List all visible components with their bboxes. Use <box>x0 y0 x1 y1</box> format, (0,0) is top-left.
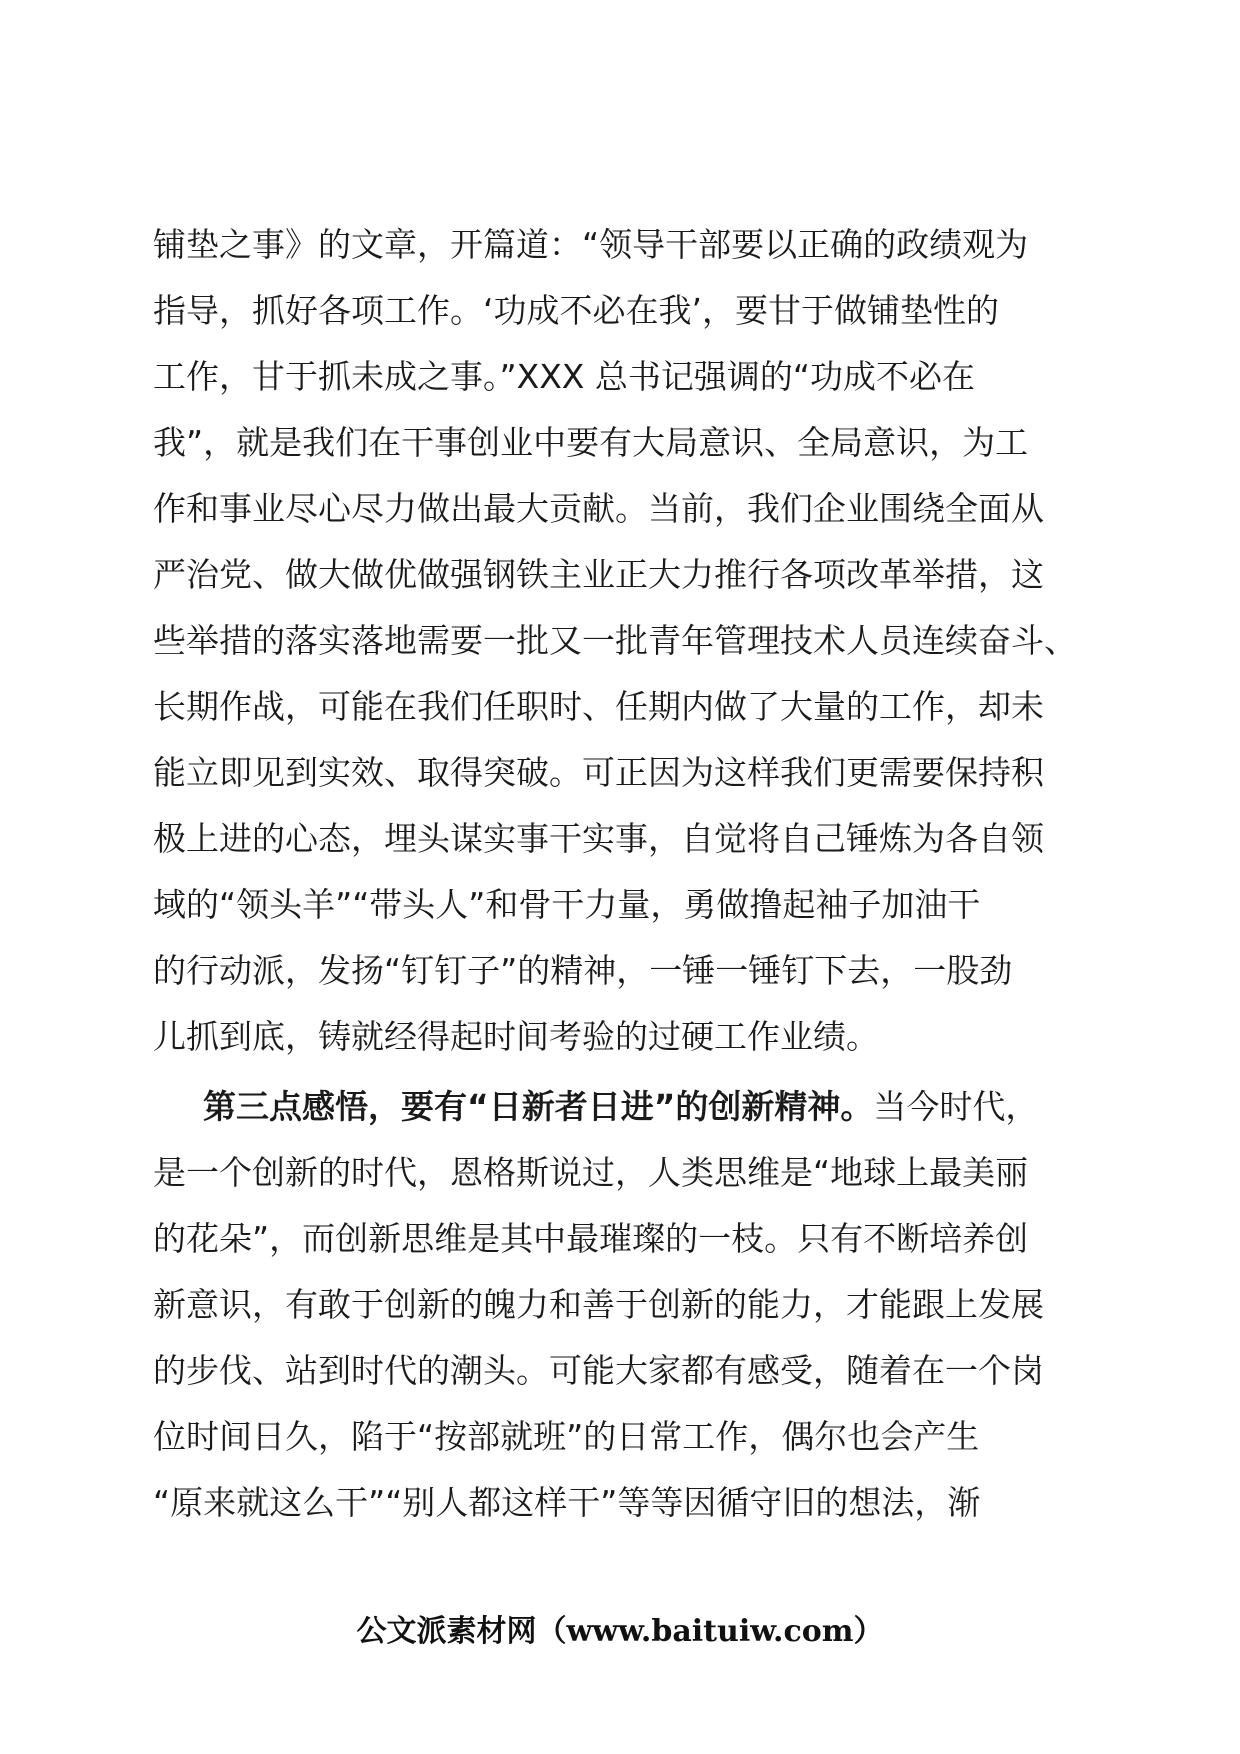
text-line: 些举措的落实落地需要一批又一批青年管理技术人员连续奋斗、 <box>153 621 1077 660</box>
text-line: 的步伐、站到时代的潮头。可能大家都有感受，随着在一个岗 <box>153 1351 1044 1390</box>
text-line: 儿抓到底，铸就经得起时间考验的过硬工作业绩。 <box>153 1017 879 1056</box>
text-line: 新意识，有敢于创新的魄力和善于创新的能力，才能跟上发展 <box>153 1285 1044 1324</box>
text-line: 的花朵”，而创新思维是其中最璀璨的一枝。只有不断培养创 <box>153 1219 1029 1258</box>
document-body <box>153 212 1077 1536</box>
text-line: 严治党、做大做优做强钢铁主业正大力推行各项改革举措，这 <box>153 555 1044 594</box>
text-line: 工作，甘于抓未成之事。”XXX 总书记强调的“功成不必在 <box>153 357 976 396</box>
text-line: 能立即见到实效、取得突破。可正因为这样我们更需要保持积 <box>153 753 1044 792</box>
section-heading: 第三点感悟，要有“日新者日进”的创新精神。 <box>203 1087 874 1126</box>
text-line: 是一个创新的时代，恩格斯说过，人类思维是“地球上最美丽 <box>153 1153 1029 1192</box>
text-line: 铺垫之事》的文章，开篇道：“领导干部要以正确的政绩观为 <box>153 225 1029 264</box>
text-line: 长期作战，可能在我们任职时、任期内做了大量的工作，却未 <box>153 687 1044 726</box>
text-run: 当今时代， <box>873 1087 1039 1126</box>
text-line: 作和事业尽心尽力做出最大贡献。当前，我们企业围绕全面从 <box>153 489 1044 528</box>
text-line: 域的“领头羊”“带头人”和骨干力量，勇做撸起袖子加油干 <box>153 885 981 924</box>
paragraph-2 <box>153 1074 1065 1536</box>
page-footer: 公文派素材网（www.baituiw.com） <box>356 1614 884 1649</box>
text-line: 的行动派，发扬“钉钉子”的精神，一锤一锤钉下去，一股劲 <box>153 951 1013 990</box>
text-line: 位时间日久，陷于“按部就班”的日常工作，偶尔也会产生 <box>153 1417 980 1456</box>
paragraph-1 <box>153 212 1077 1070</box>
text-line: 指导，抓好各项工作。‘功成不必在我’，要甘于做铺垫性的 <box>153 291 999 330</box>
paragraph-2-first-line <box>153 1074 1065 1140</box>
text-line: “原来就这么干”“别人都这样干”等等因循守旧的想法，渐 <box>153 1483 981 1522</box>
text-line: 极上进的心态，埋头谋实事干实事，自觉将自己锤炼为各自领 <box>153 819 1044 858</box>
text-line: 我”，就是我们在干事创业中要有大局意识、全局意识，为工 <box>153 423 1029 462</box>
